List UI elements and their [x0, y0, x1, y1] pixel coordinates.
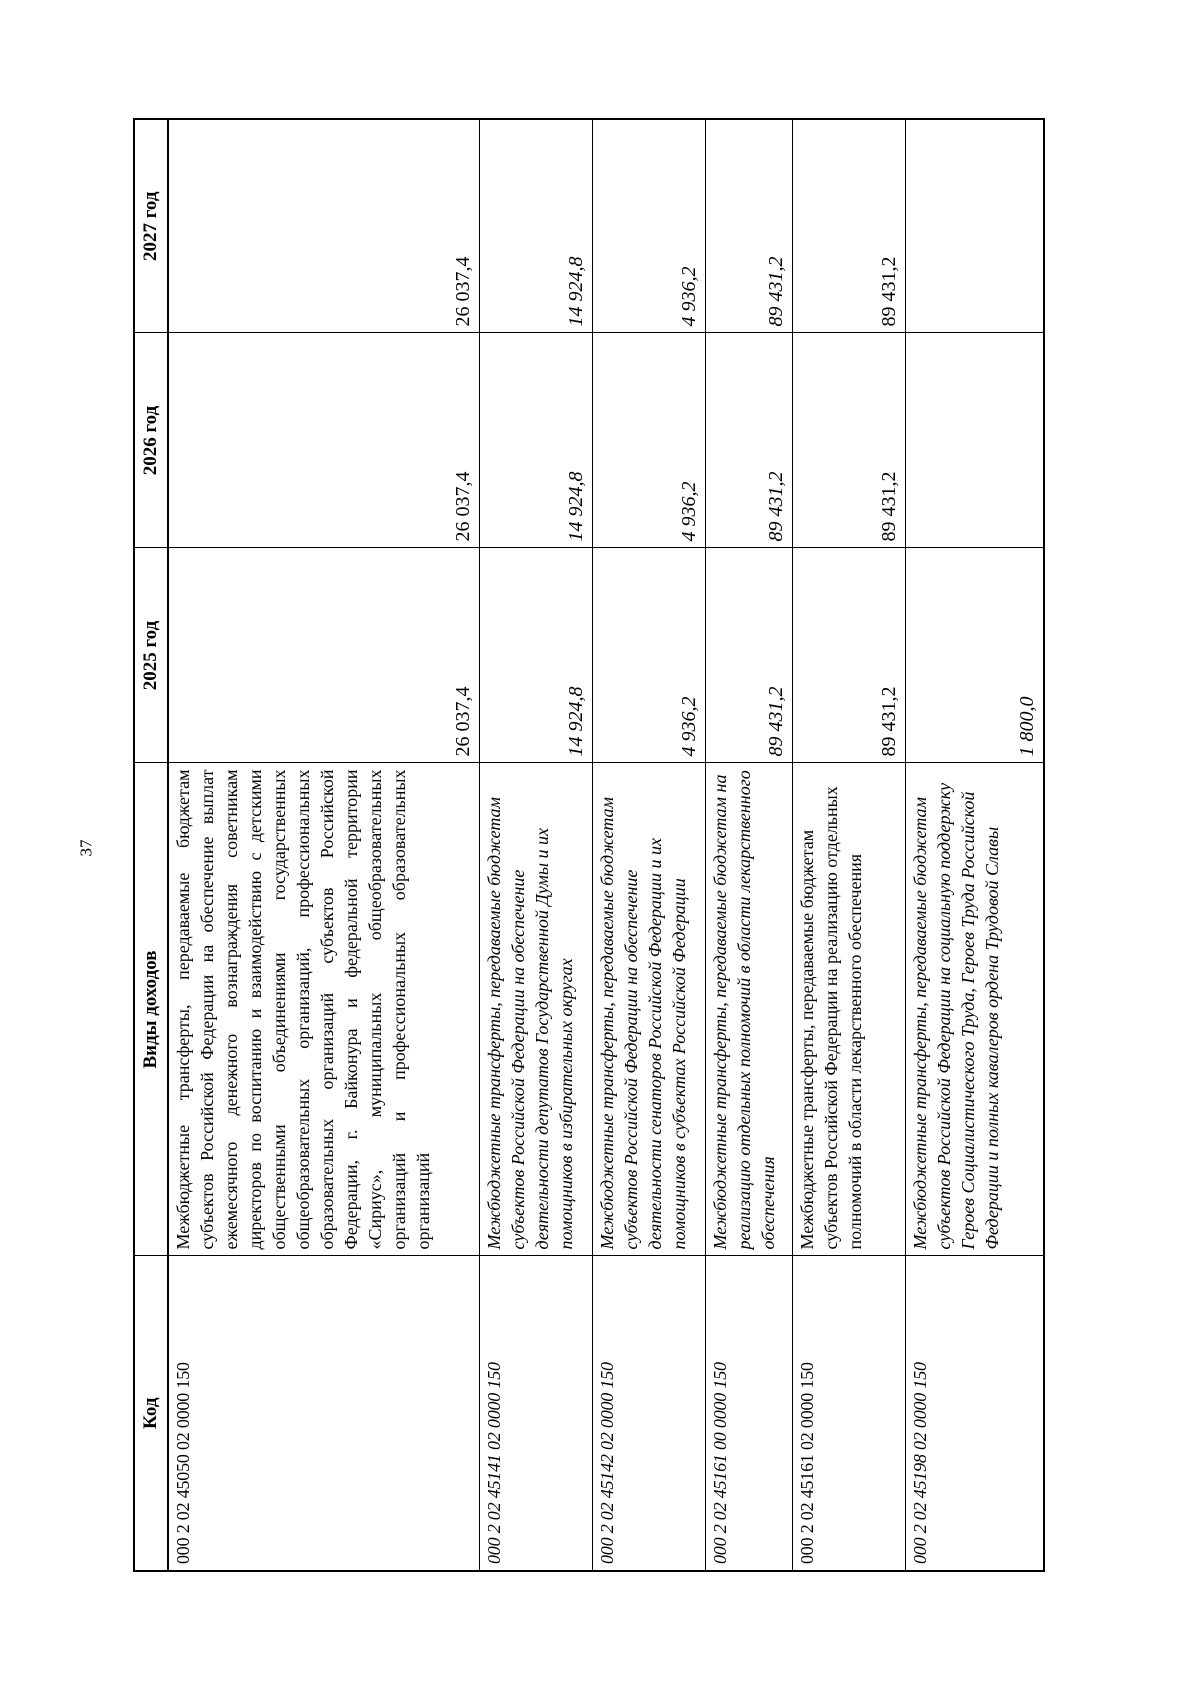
- row-code: 000 2 02 45142 02 0000 150: [592, 1256, 705, 1571]
- table-row: [592, 119, 705, 1571]
- header-revenue-type: Виды доходов: [134, 763, 168, 1256]
- row-value-2027: 26 037,4: [168, 119, 479, 333]
- row-code: 000 2 02 45141 02 0000 150: [479, 1256, 592, 1571]
- header-year-2025: 2025 год: [134, 548, 168, 763]
- row-description: Межбюджетные трансферты, передаваемые бюджетам на реализацию отдельных полномочий в области лекарственного обеспечения: [705, 763, 792, 1256]
- row-value-2025: 1 800,0: [905, 548, 1044, 763]
- revenue-table: [133, 118, 1045, 1572]
- row-value-2027: [905, 119, 1044, 333]
- row-value-2026: 89 431,2: [705, 333, 792, 548]
- row-value-2027: 14 924,8: [479, 119, 592, 333]
- row-value-2026: 14 924,8: [479, 333, 592, 548]
- row-code: 000 2 02 45161 00 0000 150: [705, 1256, 792, 1571]
- row-value-2027: 89 431,2: [792, 119, 905, 333]
- row-code: 000 2 02 45050 02 0000 150: [168, 1256, 479, 1571]
- table-row: [479, 119, 592, 1571]
- row-value-2025: 14 924,8: [479, 548, 592, 763]
- row-description: Межбюджетные трансферты, передаваемые бюджетам субъектов Российской Федерации на обеспечение деятельности сенаторов Российской Федерации и их помощников в субъектах Российской Федерации: [592, 763, 705, 1256]
- row-value-2026: 4 936,2: [592, 333, 705, 548]
- table-row: [168, 119, 479, 1571]
- row-code: 000 2 02 45161 02 0000 150: [792, 1256, 905, 1571]
- row-value-2026: [905, 333, 1044, 548]
- row-value-2025: 89 431,2: [792, 548, 905, 763]
- row-description: Межбюджетные трансферты, передаваемые бюджетам субъектов Российской Федерации на социальную поддержку Героев Социалистического Труда, Героев Труда Российской Федерации и полных кавалеров ордена Трудовой Славы: [905, 763, 1044, 1256]
- row-code: 000 2 02 45198 02 0000 150: [905, 1256, 1044, 1571]
- table-row: [792, 119, 905, 1571]
- row-value-2027: 4 936,2: [592, 119, 705, 333]
- table-row: [705, 119, 792, 1571]
- row-value-2026: 26 037,4: [168, 333, 479, 548]
- page-number: 37: [76, 839, 96, 857]
- header-year-2027: 2027 год: [134, 119, 168, 333]
- row-value-2025: 26 037,4: [168, 548, 479, 763]
- row-description: Межбюджетные трансферты, передаваемые бюджетам субъектов Российской Федерации на обеспечение деятельности депутатов Государственной Думы и их помощников в избирательных округах: [479, 763, 592, 1256]
- table-header-row: [134, 119, 168, 1571]
- row-value-2025: 89 431,2: [705, 548, 792, 763]
- header-year-2026: 2026 год: [134, 333, 168, 548]
- table-container: [133, 120, 1045, 1572]
- row-value-2027: 89 431,2: [705, 119, 792, 333]
- row-description: Межбюджетные трансферты, передаваемые бюджетам субъектов Российской Федерации на реализацию отдельных полномочий в области лекарственного обеспечения: [792, 763, 905, 1256]
- row-value-2026: 89 431,2: [792, 333, 905, 548]
- row-description: Межбюджетные трансферты, передаваемые бюджетам субъектов Российской Федерации на обеспечение выплат ежемесячного денежного вознаграждения советникам директоров по воспитанию и взаимодействию с детскими общественными объединениями государственных общеобразовательных организаций, профессиональных образовательных организаций субъектов Российской Федерации, г. Байконура и федеральной территории «Сириус», муниципальных общеобразовательных организаций и профессиональных образовательных организаций: [168, 763, 479, 1256]
- rotated-table-frame: [133, 120, 1045, 1572]
- header-code: Код: [134, 1256, 168, 1571]
- row-value-2025: 4 936,2: [592, 548, 705, 763]
- table-row: [905, 119, 1044, 1571]
